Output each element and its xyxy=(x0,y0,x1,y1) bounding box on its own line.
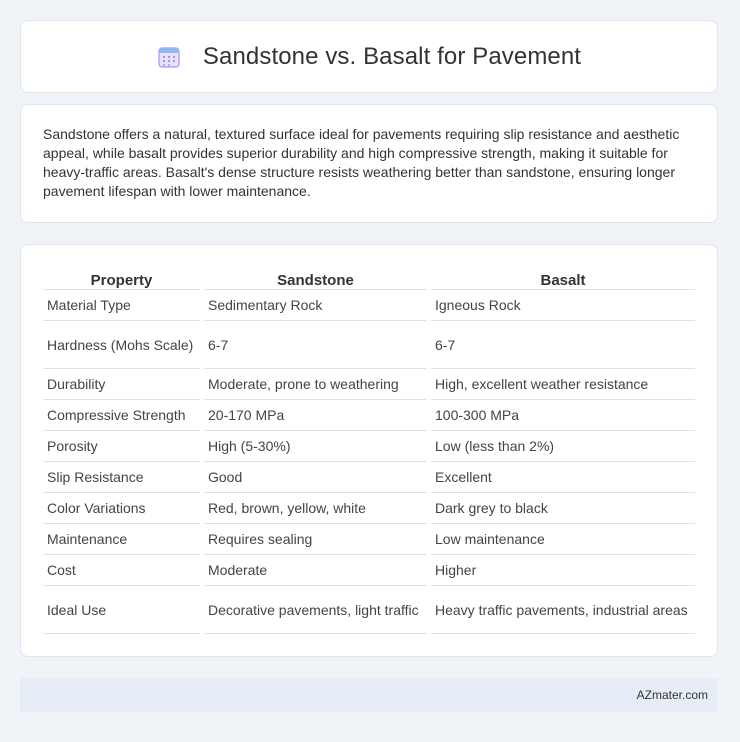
cell-property: Hardness (Mohs Scale) xyxy=(43,321,200,369)
cell-property: Maintenance xyxy=(43,524,200,555)
calendar-icon xyxy=(157,45,181,69)
cell-property: Ideal Use xyxy=(43,586,200,634)
cell-sandstone: Moderate xyxy=(204,555,427,586)
table-row xyxy=(43,321,695,369)
summary-card xyxy=(20,104,718,223)
cell-property: Slip Resistance xyxy=(43,462,200,493)
cell-basalt: Low maintenance xyxy=(431,524,695,555)
cell-basalt: 6-7 xyxy=(431,321,695,369)
cell-sandstone: 6-7 xyxy=(204,321,427,369)
cell-basalt: Dark grey to black xyxy=(431,493,695,524)
cell-sandstone: Good xyxy=(204,462,427,493)
cell-basalt: Low (less than 2%) xyxy=(431,431,695,462)
cell-sandstone: Sedimentary Rock xyxy=(204,290,427,321)
title-card xyxy=(20,20,718,93)
table-row xyxy=(43,555,695,586)
cell-basalt: Heavy traffic pavements, industrial areas xyxy=(431,586,695,634)
footer xyxy=(20,678,718,712)
cell-property: Porosity xyxy=(43,431,200,462)
cell-property: Color Variations xyxy=(43,493,200,524)
comparison-table xyxy=(39,265,699,634)
table-row xyxy=(43,586,695,634)
table-row xyxy=(43,290,695,321)
table-row xyxy=(43,400,695,431)
table-row xyxy=(43,462,695,493)
cell-sandstone: 20-170 MPa xyxy=(204,400,427,431)
cell-basalt: Excellent xyxy=(431,462,695,493)
cell-property: Material Type xyxy=(43,290,200,321)
table-header-row xyxy=(43,265,695,290)
table-row xyxy=(43,524,695,555)
footer-brand[interactable]: AZmater.com xyxy=(636,688,708,702)
cell-sandstone: Moderate, prone to weathering xyxy=(204,369,427,400)
page-title: Sandstone vs. Basalt for Pavement xyxy=(202,42,582,70)
cell-basalt: Igneous Rock xyxy=(431,290,695,321)
cell-basalt: Higher xyxy=(431,555,695,586)
column-header-property: Property xyxy=(43,265,200,290)
cell-property: Cost xyxy=(43,555,200,586)
column-header-basalt: Basalt xyxy=(431,265,695,290)
cell-basalt: High, excellent weather resistance xyxy=(431,369,695,400)
table-row xyxy=(43,369,695,400)
table-row xyxy=(43,493,695,524)
table-row xyxy=(43,431,695,462)
cell-basalt: 100-300 MPa xyxy=(431,400,695,431)
cell-sandstone: High (5-30%) xyxy=(204,431,427,462)
cell-property: Compressive Strength xyxy=(43,400,200,431)
cell-property: Durability xyxy=(43,369,200,400)
cell-sandstone: Red, brown, yellow, white xyxy=(204,493,427,524)
cell-sandstone: Requires sealing xyxy=(204,524,427,555)
summary-text: Sandstone offers a natural, textured surface ideal for pavements requiring slip resistance and aesthetic appeal, while basalt provides superior durability and high compressive strength, making it suitable for heavy-traffic areas. Basalt's dense structure resists weathering better than sandstone, ensuring longer pavement lifespan with lower maintenance. xyxy=(43,126,680,199)
column-header-sandstone: Sandstone xyxy=(204,265,427,290)
comparison-card xyxy=(20,244,718,657)
cell-sandstone: Decorative pavements, light traffic xyxy=(204,586,427,634)
